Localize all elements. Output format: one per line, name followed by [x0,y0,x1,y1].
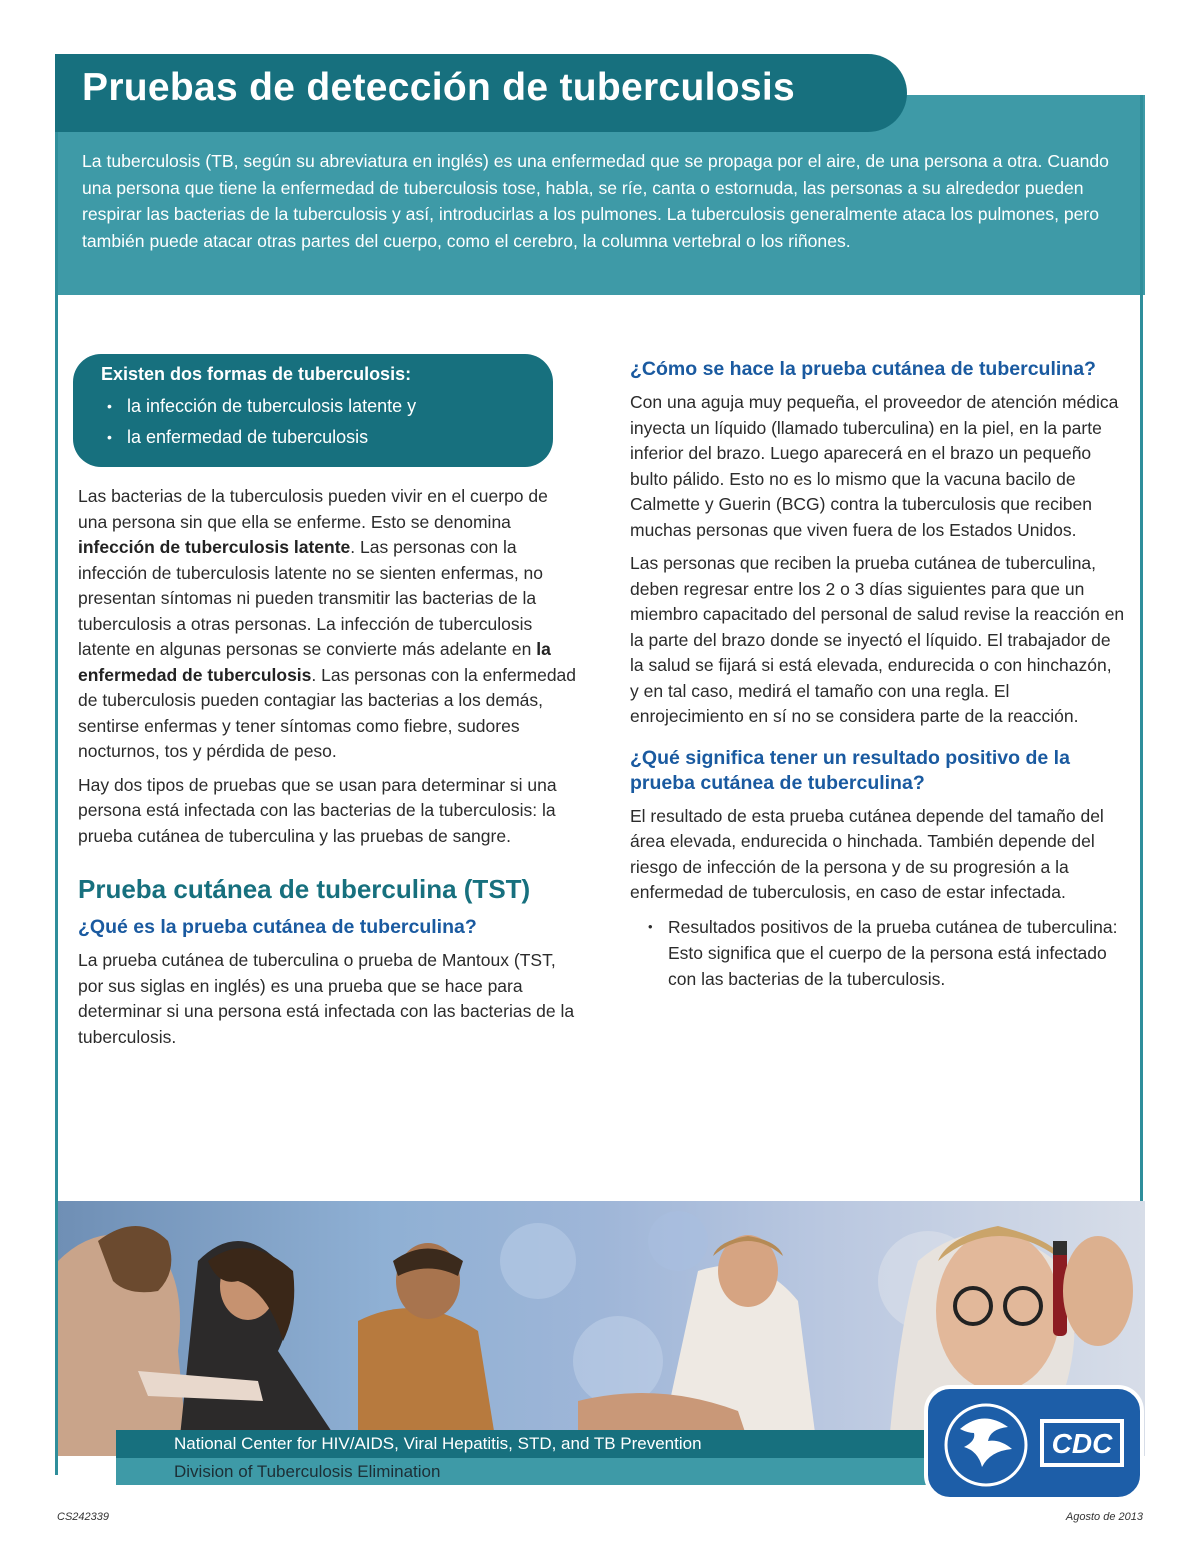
hhs-eagle-icon [928,1389,1140,1497]
question-how-tst: ¿Cómo se hace la prueba cutánea de tuberculina? [630,358,1096,380]
text-run: . Las personas con la infección de tuberculosis latente no se sienten enfermas, no presentan síntomas ni pueden transmitir las bacterias de la tuberculosis a otras personas. La infección de tuberculosis latente en algunas personas se convierte más adelante en [78,537,544,659]
list-item: • la infección de tuberculosis latente y [101,391,529,422]
hhs-cdc-logo [924,1385,1144,1501]
latent-infection-paragraph [78,484,578,765]
list-item: • Resultados positivos de la prueba cutánea de tuberculina: Esto significa que el cuerpo de la persona está infectado con las bacterias de la tuberculosis. [630,914,1125,992]
tst-definition-paragraph: La prueba cutánea de tuberculina o prueba de Mantoux (TST, por sus siglas en inglés) es una prueba que se hace para determinar si una persona está infectada con las bacterias de la tuberculosis. [78,950,575,1047]
intro-paragraph: La tuberculosis (TB, según su abreviatura en inglés) es una enfermedad que se propaga por el aire, de una persona a otra. Cuando una persona que tiene la enfermedad de tuberculosis tose, habla, se ríe, canta o estornuda, las personas a su alrededor pueden respirar las bacterias de la tuberculosis y así, introducirlas a los pulmones. La tuberculosis generalmente ataca los pulmones, pero también puede atacar otras partes del cuerpo, como el cerebro, la columna vertebral o los riñones. [82,151,1109,251]
result-list [630,914,1125,992]
bold-term-disease: la enfermedad de tuberculosis [78,639,551,685]
right-column [630,357,1125,992]
footer-division-name: Division of Tuberculosis Elimination [116,1458,926,1485]
tb-forms-callout [73,354,553,467]
page-title: Pruebas de detección de tuberculosis [82,66,796,109]
list-item: • la enfermedad de tuberculosis [101,422,529,453]
section-heading-tst: Prueba cutánea de tuberculina (TST) [78,874,531,904]
question-positive-result: ¿Qué significa tener un resultado positivo de la prueba cutánea de tuberculina? [630,746,1070,794]
document-id: CS242339 [57,1511,109,1523]
tst-followup-paragraph: Las personas que reciben la prueba cutánea de tuberculina, deben regresar entre los 2 o 3 días siguientes para que un miembro capacitado del personal de salud revise la reacción en la parte del brazo donde se inyectó el líquido. El trabajador de la salud se fijará si está elevada, endurecida o con hinchazón, y en tal caso, medirá el tamaño con una regla. El enrojecimiento en sí no se considera parte de la reacción. [630,553,1125,726]
test-types-paragraph: Hay dos tipos de pruebas que se usan para determinar si una persona está infectada con las bacterias de la tuberculosis: la prueba cutánea de tuberculina y las pruebas de sangre. [78,774,557,846]
text-run: . Las personas con la enfermedad de tuberculosis pueden contagiar las bacterias a los demás, sentirse enfermas y tener síntomas como fiebre, sudores nocturnos, tos y pérdida de peso. [78,664,577,761]
bold-term-latent: infección de tuberculosis latente [78,537,351,557]
footer-center-name: National Center for HIV/AIDS, Viral Hepatitis, STD, and TB Prevention [116,1430,926,1458]
left-column [78,484,578,1058]
tst-procedure-paragraph: Con una aguja muy pequeña, el proveedor de atención médica inyecta un líquido (llamado tuberculina) en la piel, en la parte inferior del brazo. Luego aparecerá en el brazo un pequeño bulto pálido. Esto no es lo mismo que la vacuna bacilo de Calmette y Guerin (BCG) contra la tuberculosis que reciben muchas personas que viven fuera de los Estados Unidos. [630,392,1119,540]
cdc-logo-text: CDC [1051,1428,1113,1459]
question-what-is-tst: ¿Qué es la prueba cutánea de tuberculina? [78,916,477,938]
text-run: Las bacterias de la tuberculosis pueden vivir en el cuerpo de una persona sin que ella se enferme. Esto se denomina [78,486,548,532]
callout-list [101,391,529,453]
document-date: Agosto de 2013 [1065,1511,1143,1523]
callout-title: Existen dos formas de tuberculosis: [101,364,412,384]
result-paragraph: El resultado de esta prueba cutánea depende del tamaño del área elevada, endurecida o hinchada. También depende del riesgo de infección de la persona y de su progresión a la enfermedad de tuberculosis, en caso de estar infectada. [630,805,1104,902]
